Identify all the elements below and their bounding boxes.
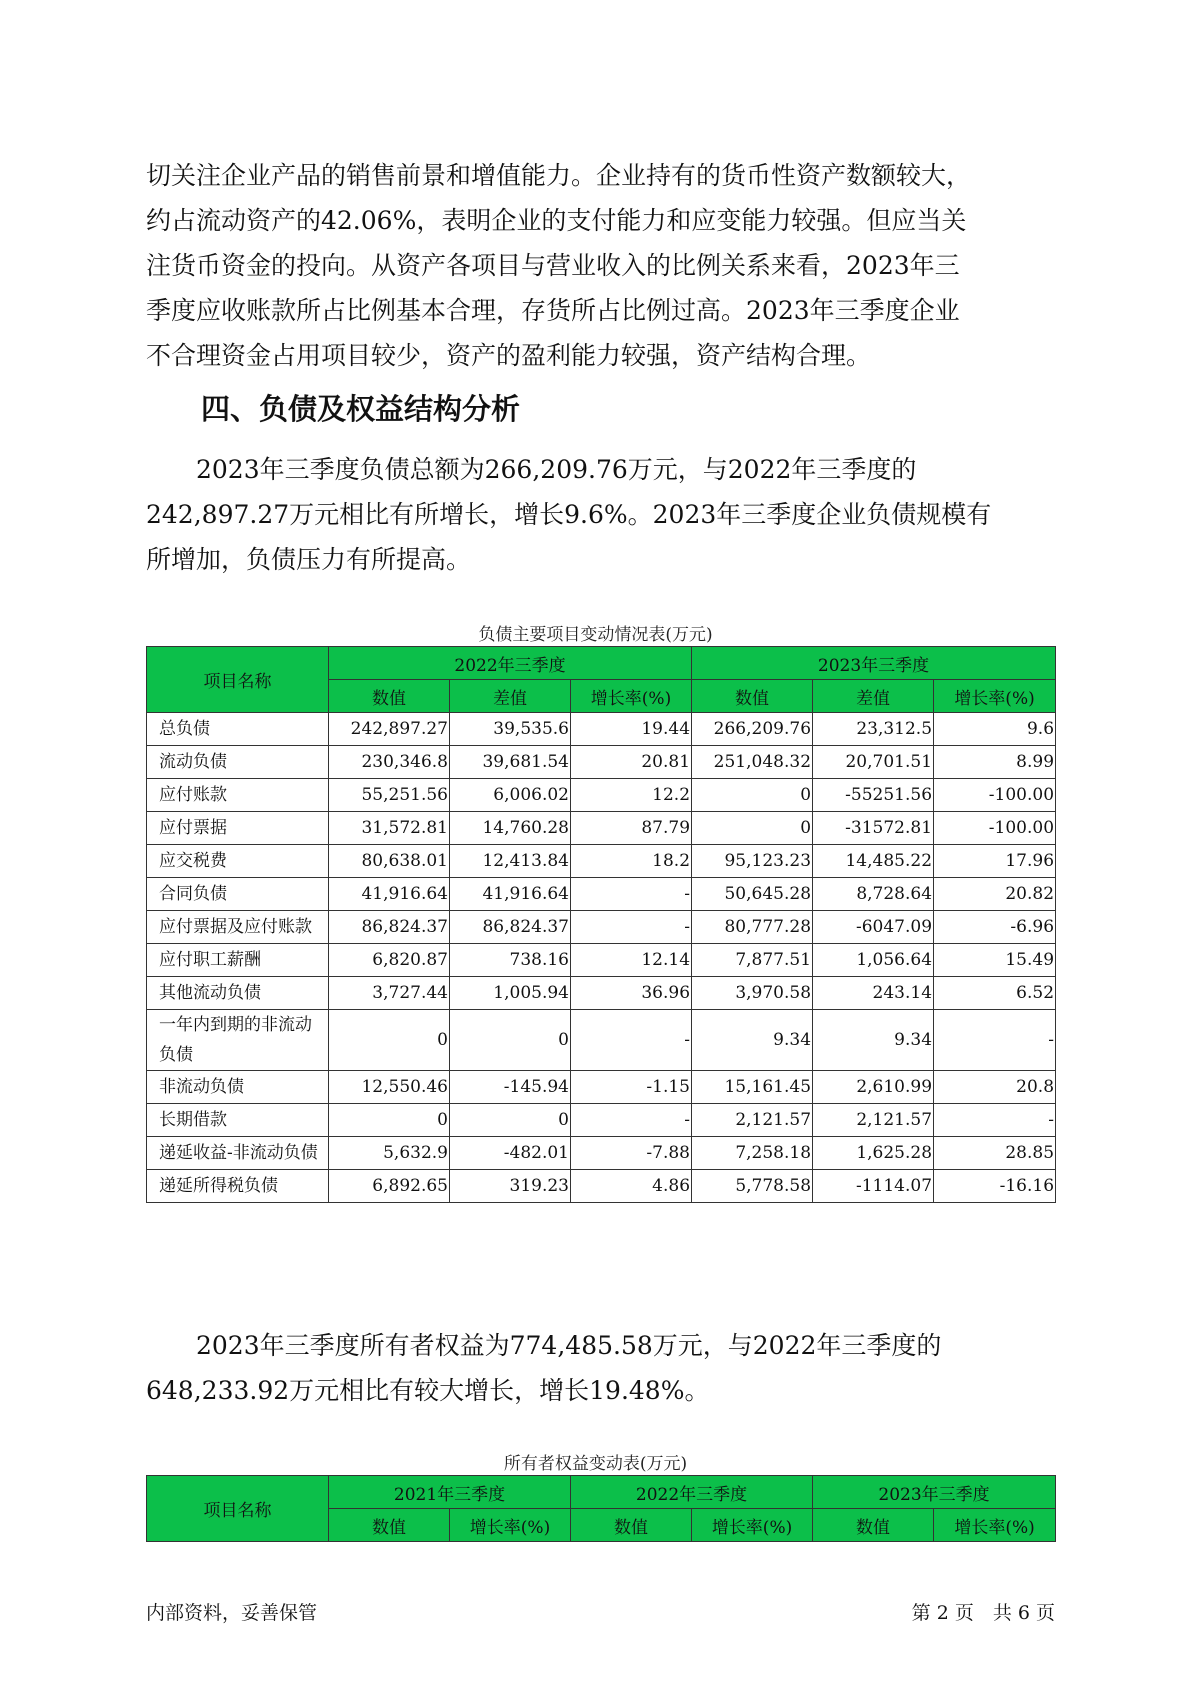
table-row: [147, 1010, 1056, 1071]
table-row: [147, 845, 1056, 878]
table-cell: -: [571, 1104, 692, 1137]
table-cell: 0: [692, 812, 813, 845]
table-cell: 7,258.18: [692, 1137, 813, 1170]
equity-paragraph-line: 648,233.92万元相比有较大增长，增长19.48%。: [146, 1376, 710, 1405]
table-cell: 9.34: [692, 1010, 813, 1071]
table-cell: 6,820.87: [329, 944, 450, 977]
table-cell: 23,312.5: [813, 713, 934, 746]
table-cell: 319.23: [450, 1170, 571, 1203]
table-cell: 3,970.58: [692, 977, 813, 1010]
row-label: 长期借款: [147, 1104, 329, 1137]
table-cell: 80,777.28: [692, 911, 813, 944]
equity-period-header: 2021年三季度: [329, 1476, 571, 1509]
table-cell: 0: [329, 1010, 450, 1071]
equity-subheader: 增长率(%): [934, 1509, 1056, 1542]
row-label: 其他流动负债: [147, 977, 329, 1010]
page-number: 第 2 页 共 6 页: [911, 1602, 1055, 1624]
table-cell: 20.8: [934, 1071, 1056, 1104]
table-cell: 95,123.23: [692, 845, 813, 878]
table-cell: 14,485.22: [813, 845, 934, 878]
debt-subheader: 差值: [450, 680, 571, 713]
equity-paragraph: [146, 1323, 1046, 1413]
table-cell: 4.86: [571, 1170, 692, 1203]
table-cell: -100.00: [934, 779, 1056, 812]
table-row: [147, 1104, 1056, 1137]
row-label: 应付票据: [147, 812, 329, 845]
row-label: 一年内到期的非流动负债: [147, 1010, 329, 1071]
equity-table-caption: 所有者权益变动表(万元): [503, 1454, 688, 1474]
debt-paragraph-line: 所增加，负债压力有所提高。: [146, 545, 472, 574]
equity-subheader: 增长率(%): [450, 1509, 571, 1542]
table-cell: 86,824.37: [450, 911, 571, 944]
row-label: 非流动负债: [147, 1071, 329, 1104]
table-cell: -: [571, 878, 692, 911]
debt-period-header: 2022年三季度: [329, 647, 692, 680]
table-cell: 17.96: [934, 845, 1056, 878]
row-label: 应交税费: [147, 845, 329, 878]
table-cell: -: [934, 1104, 1056, 1137]
table-cell: -100.00: [934, 812, 1056, 845]
table-cell: 1,005.94: [450, 977, 571, 1010]
table-row: [147, 779, 1056, 812]
table-cell: 0: [692, 779, 813, 812]
table-cell: 6,892.65: [329, 1170, 450, 1203]
table-cell: 12.2: [571, 779, 692, 812]
row-label: 递延收益-非流动负债: [147, 1137, 329, 1170]
table-cell: -6.96: [934, 911, 1056, 944]
row-label: 递延所得税负债: [147, 1170, 329, 1203]
table-cell: 28.85: [934, 1137, 1056, 1170]
equity-period-header: 2022年三季度: [571, 1476, 813, 1509]
intro-line: 注货币资金的投向。从资产各项目与营业收入的比例关系来看，2023年三: [146, 251, 960, 280]
debt-subheader: 增长率(%): [934, 680, 1056, 713]
table-cell: 80,638.01: [329, 845, 450, 878]
table-cell: 55,251.56: [329, 779, 450, 812]
table-cell: 15,161.45: [692, 1071, 813, 1104]
table-cell: 0: [450, 1104, 571, 1137]
table-cell: -6047.09: [813, 911, 934, 944]
table-cell: 12.14: [571, 944, 692, 977]
table-cell: 0: [450, 1010, 571, 1071]
table-cell: 50,645.28: [692, 878, 813, 911]
table-cell: 12,413.84: [450, 845, 571, 878]
table-cell: 3,727.44: [329, 977, 450, 1010]
table-cell: 9.34: [813, 1010, 934, 1071]
table-row: [147, 977, 1056, 1010]
table-cell: 9.6: [934, 713, 1056, 746]
table-row: [147, 812, 1056, 845]
row-label: 应付票据及应付账款: [147, 911, 329, 944]
table-row: [147, 1137, 1056, 1170]
debt-subheader: 数值: [329, 680, 450, 713]
table-cell: 8.99: [934, 746, 1056, 779]
table-cell: 18.2: [571, 845, 692, 878]
table-cell: -: [571, 1010, 692, 1071]
table-cell: 0: [329, 1104, 450, 1137]
footer-note: 内部资料，妥善保管: [146, 1602, 318, 1624]
row-label: 流动负债: [147, 746, 329, 779]
table-cell: -: [571, 911, 692, 944]
table-cell: 7,877.51: [692, 944, 813, 977]
table-cell: 2,121.57: [692, 1104, 813, 1137]
intro-line: 不合理资金占用项目较少，资产的盈利能力较强，资产结构合理。: [146, 341, 872, 370]
table-cell: -16.16: [934, 1170, 1056, 1203]
table-cell: -1114.07: [813, 1170, 934, 1203]
table-cell: 39,535.6: [450, 713, 571, 746]
table-cell: -7.88: [571, 1137, 692, 1170]
table-cell: 1,625.28: [813, 1137, 934, 1170]
table-row: [147, 713, 1056, 746]
equity-name-header: 项目名称: [147, 1476, 329, 1542]
table-cell: 41,916.64: [329, 878, 450, 911]
table-row: [147, 944, 1056, 977]
table-cell: 243.14: [813, 977, 934, 1010]
table-row: [147, 878, 1056, 911]
table-cell: 6.52: [934, 977, 1056, 1010]
table-cell: 6,006.02: [450, 779, 571, 812]
table-cell: 2,121.57: [813, 1104, 934, 1137]
table-cell: 8,728.64: [813, 878, 934, 911]
equity-paragraph-line: 2023年三季度所有者权益为774,485.58万元，与2022年三季度的: [146, 1331, 942, 1360]
table-cell: -482.01: [450, 1137, 571, 1170]
debt-period-header: 2023年三季度: [692, 647, 1056, 680]
equity-subheader: 数值: [329, 1509, 450, 1542]
table-cell: 19.44: [571, 713, 692, 746]
debt-subheader: 数值: [692, 680, 813, 713]
table-cell: 15.49: [934, 944, 1056, 977]
debt-paragraph-line: 2023年三季度负债总额为266,209.76万元，与2022年三季度的: [146, 455, 917, 484]
table-cell: -145.94: [450, 1071, 571, 1104]
table-cell: 86,824.37: [329, 911, 450, 944]
table-cell: 266,209.76: [692, 713, 813, 746]
table-cell: -1.15: [571, 1071, 692, 1104]
table-cell: 31,572.81: [329, 812, 450, 845]
table-cell: 5,778.58: [692, 1170, 813, 1203]
debt-name-header: 项目名称: [147, 647, 329, 713]
table-cell: 242,897.27: [329, 713, 450, 746]
row-label: 总负债: [147, 713, 329, 746]
table-cell: -: [934, 1010, 1056, 1071]
equity-subheader: 数值: [813, 1509, 934, 1542]
table-cell: 2,610.99: [813, 1071, 934, 1104]
table-row: [147, 911, 1056, 944]
table-cell: 5,632.9: [329, 1137, 450, 1170]
table-row: [147, 746, 1056, 779]
row-label: 合同负债: [147, 878, 329, 911]
table-cell: 41,916.64: [450, 878, 571, 911]
debt-subheader: 差值: [813, 680, 934, 713]
debt-paragraph: [146, 447, 1046, 582]
table-row: [147, 1170, 1056, 1203]
intro-line: 切关注企业产品的销售前景和增值能力。企业持有的货币性资产数额较大，: [146, 161, 972, 190]
table-cell: 12,550.46: [329, 1071, 450, 1104]
table-cell: 251,048.32: [692, 746, 813, 779]
table-cell: 230,346.8: [329, 746, 450, 779]
debt-subheader: 增长率(%): [571, 680, 692, 713]
table-cell: -55251.56: [813, 779, 934, 812]
section-heading: 四、负债及权益结构分析: [201, 392, 521, 426]
intro-line: 季度应收账款所占比例基本合理，存货所占比例过高。2023年三季度企业: [146, 296, 960, 325]
intro-paragraph: [146, 153, 1046, 378]
row-label: 应付账款: [147, 779, 329, 812]
table-cell: 1,056.64: [813, 944, 934, 977]
row-label: 应付职工薪酬: [147, 944, 329, 977]
table-row: [147, 1071, 1056, 1104]
equity-table: [146, 1475, 1056, 1542]
table-cell: 20.81: [571, 746, 692, 779]
equity-subheader: 数值: [571, 1509, 692, 1542]
table-cell: 36.96: [571, 977, 692, 1010]
debt-table-caption: 负债主要项目变动情况表(万元): [478, 625, 713, 645]
table-cell: 738.16: [450, 944, 571, 977]
table-cell: 20,701.51: [813, 746, 934, 779]
debt-paragraph-line: 242,897.27万元相比有所增长，增长9.6%。2023年三季度企业负债规模有: [146, 500, 992, 529]
table-cell: 20.82: [934, 878, 1056, 911]
debt-table: [146, 646, 1056, 1203]
table-cell: 87.79: [571, 812, 692, 845]
intro-line: 约占流动资产的42.06%，表明企业的支付能力和应变能力较强。但应当关: [146, 206, 967, 235]
table-cell: -31572.81: [813, 812, 934, 845]
equity-subheader: 增长率(%): [692, 1509, 813, 1542]
table-cell: 14,760.28: [450, 812, 571, 845]
equity-period-header: 2023年三季度: [813, 1476, 1056, 1509]
table-cell: 39,681.54: [450, 746, 571, 779]
